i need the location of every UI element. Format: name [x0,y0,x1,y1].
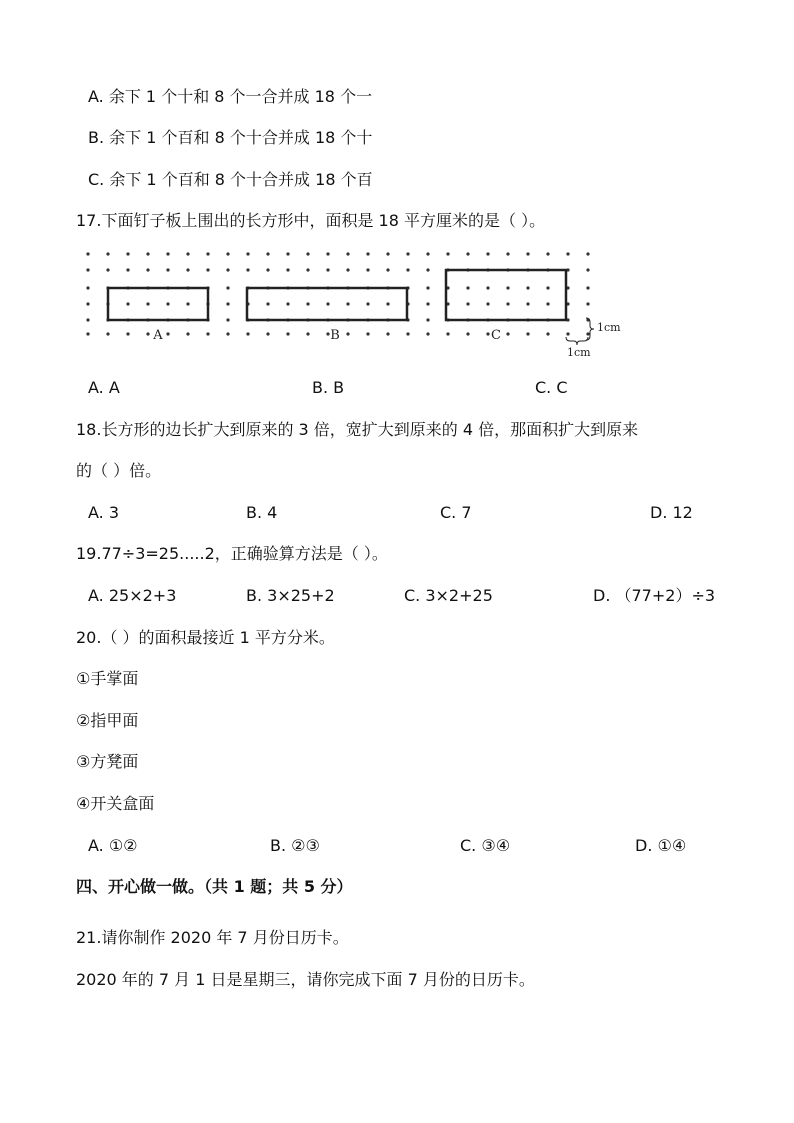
peg-dot [386,252,389,255]
peg-dot [366,268,369,271]
peg-dot [586,332,589,335]
peg-dot [466,252,469,255]
q20-item-4: ④开关盒面 [76,794,155,813]
rectangle-c-label: C [491,328,501,343]
peg-dot [506,286,509,289]
rectangle-a-label: A [153,328,163,343]
q16-option-c[interactable]: C. 余下 1 个百和 8 个十合并成 18 个百 [88,170,373,189]
peg-dot [426,302,429,305]
peg-dot [586,252,589,255]
peg-dot [446,332,449,335]
peg-dot [146,332,149,335]
peg-dot [186,252,189,255]
peg-dot [126,268,129,271]
peg-dot [586,302,589,305]
peg-dot [266,302,269,305]
peg-dot [146,252,149,255]
peg-dot [326,332,329,335]
q18-stem-line1: 18.长方形的边长扩大到原来的 3 倍，宽扩大到原来的 4 倍，那面积扩大到原来 [76,420,639,439]
peg-dot [186,332,189,335]
peg-dot [466,332,469,335]
peg-dot [486,302,489,305]
peg-dot [546,252,549,255]
peg-dot [186,268,189,271]
peg-dot [126,332,129,335]
peg-dot [146,268,149,271]
rectangle-b-label: B [330,328,340,343]
peg-dot [486,252,489,255]
peg-dot [166,332,169,335]
pegboard-figure [82,248,642,360]
q19-option-a[interactable]: A. 25×2+3 [88,586,177,605]
q19-stem: 19.77÷3=25.....2，正确验算方法是（ ）。 [76,544,388,563]
peg-dot [266,252,269,255]
peg-dot [226,318,229,321]
peg-dot [526,302,529,305]
peg-dot [126,252,129,255]
q20-stem: 20.（ ）的面积最接近 1 平方分米。 [76,628,335,647]
peg-dot [486,332,489,335]
peg-dot [266,268,269,271]
q17-option-b[interactable]: B. B [312,378,345,397]
peg-dot [406,268,409,271]
peg-dot [546,286,549,289]
q19-option-b[interactable]: B. 3×25+2 [246,586,335,605]
peg-dot [466,302,469,305]
q20-item-1: ①手掌面 [76,669,139,688]
peg-dot [86,318,89,321]
q16-option-b[interactable]: B. 余下 1 个百和 8 个十合并成 18 个十 [88,128,373,147]
peg-dot [86,302,89,305]
peg-dot [426,332,429,335]
peg-dot [326,252,329,255]
peg-dot [126,302,129,305]
peg-dot [426,252,429,255]
peg-dot [266,332,269,335]
peg-dot [546,302,549,305]
q19-option-c[interactable]: C. 3×2+25 [404,586,493,605]
q20-item-3: ③方凳面 [76,752,139,771]
peg-dot [406,252,409,255]
peg-dot [586,268,589,271]
peg-dot [426,268,429,271]
peg-dot [386,268,389,271]
peg-dot [566,332,569,335]
peg-dot [186,302,189,305]
peg-dot [526,286,529,289]
peg-dot [566,252,569,255]
peg-dot [166,252,169,255]
peg-dot [86,286,89,289]
peg-dot [526,252,529,255]
peg-dot [406,332,409,335]
q20-option-b[interactable]: B. ②③ [270,836,320,855]
peg-dot [306,332,309,335]
unit-width-brace [566,337,588,345]
peg-dot [366,332,369,335]
peg-dot [106,332,109,335]
q18-stem-line2: 的（ ）倍。 [76,461,162,480]
peg-dot [86,252,89,255]
peg-dot [426,318,429,321]
peg-dot [206,268,209,271]
q18-option-b[interactable]: B. 4 [246,503,278,522]
q17-option-c[interactable]: C. C [535,378,568,397]
peg-dot [226,302,229,305]
peg-dot [386,302,389,305]
rectangle-c [446,270,566,320]
peg-dots [86,252,589,335]
peg-dot [286,268,289,271]
peg-dot [386,332,389,335]
peg-dot [246,252,249,255]
peg-dot [526,332,529,335]
peg-dot [346,252,349,255]
peg-dot [426,286,429,289]
peg-dot [226,332,229,335]
q20-option-a[interactable]: A. ①② [88,836,138,855]
peg-dot [466,286,469,289]
peg-dot [546,332,549,335]
q20-item-2: ②指甲面 [76,711,139,730]
peg-dot [166,302,169,305]
peg-dot [206,332,209,335]
q21-stem: 21.请你制作 2020 年 7 月份日历卡。 [76,928,349,947]
peg-dot [226,252,229,255]
q20-option-d[interactable]: D. ①④ [635,836,687,855]
q17-option-a[interactable]: A. A [88,378,120,397]
q17-stem: 17.下面钉子板上围出的长方形中，面积是 18 平方厘米的是（ ）。 [76,211,546,230]
peg-dot [226,286,229,289]
peg-dot [226,268,229,271]
peg-dot [206,252,209,255]
section-heading: 四、开心做一做。（共 1 题；共 5 分） [76,877,353,896]
peg-dot [306,268,309,271]
peg-dot [486,286,489,289]
rectangle-a [108,288,208,320]
unit-height-label: 1cm [597,321,621,334]
peg-dot [306,252,309,255]
q19-option-d[interactable]: D. （77+2）÷3 [593,586,716,605]
peg-dot [506,302,509,305]
q18-option-c[interactable]: C. 7 [440,503,472,522]
peg-dot [506,332,509,335]
q21-body: 2020 年的 7 月 1 日是星期三，请你完成下面 7 月份的日历卡。 [76,970,535,989]
peg-dot [326,302,329,305]
q16-option-a[interactable]: A. 余下 1 个十和 8 个一合并成 18 个一 [88,87,373,106]
peg-dot [346,268,349,271]
q18-option-a[interactable]: A. 3 [88,503,120,522]
peg-dot [86,268,89,271]
peg-dot [506,252,509,255]
peg-dot [366,252,369,255]
peg-dot [86,332,89,335]
peg-dot [246,332,249,335]
peg-dot [346,332,349,335]
q18-option-d[interactable]: D. 12 [650,503,693,522]
peg-dot [246,268,249,271]
peg-dot [446,252,449,255]
peg-dot [286,302,289,305]
q20-option-c[interactable]: C. ③④ [460,836,511,855]
peg-dot [106,252,109,255]
peg-dot [286,332,289,335]
peg-dot [346,302,349,305]
unit-width-label: 1cm [567,346,591,359]
peg-dot [366,302,369,305]
peg-dot [306,302,309,305]
peg-dot [586,286,589,289]
peg-dot [106,268,109,271]
peg-dot [326,268,329,271]
peg-dot [166,268,169,271]
peg-dot [146,302,149,305]
peg-dot [286,252,289,255]
